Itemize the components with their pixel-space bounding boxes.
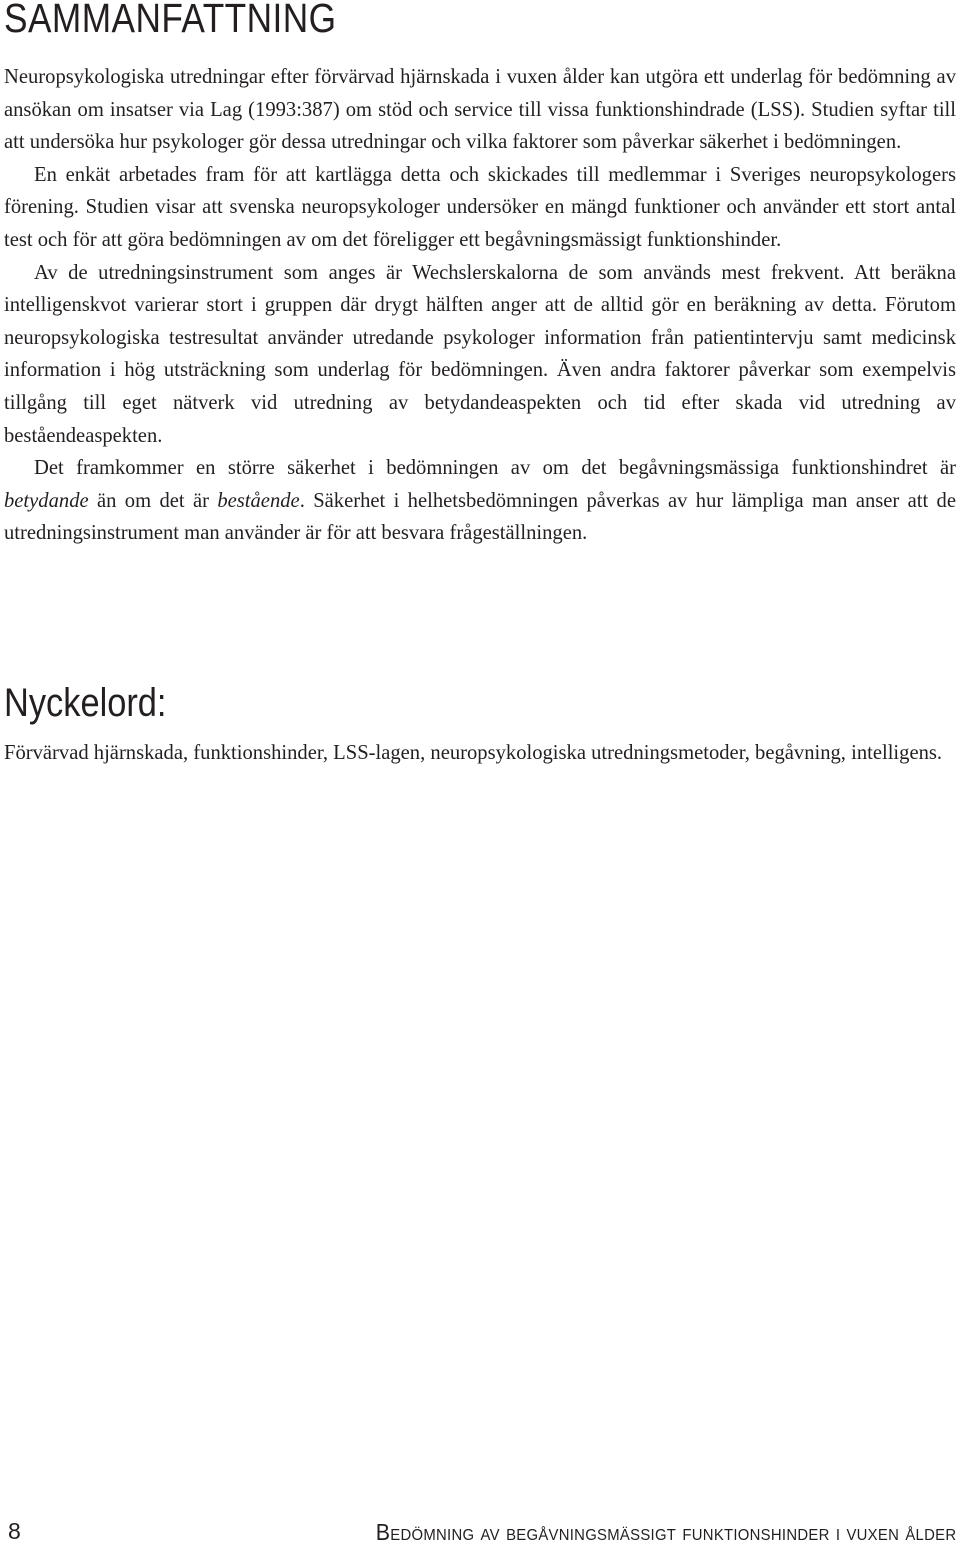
italic-term-betydande: betydande <box>4 489 89 512</box>
summary-paragraph-3 <box>4 257 956 453</box>
running-footer-title: Bedömning av begåvningsmässigt funktionshinder i vuxen ålder <box>375 1519 956 1545</box>
paragraph-text: än om det är <box>88 489 218 512</box>
keywords-list: Förvärvad hjärnskada, funktionshinder, LSS-lagen, neuropsykologiska utredningsmetoder, begåvning, intelligens. <box>4 742 943 764</box>
paragraph-text: Det framkommer en större säkerhet i bedömningen av om det begåvningsmässiga funktionshindret är <box>34 457 956 480</box>
section-heading-summary: SAMMANFATTNING <box>4 0 337 41</box>
keywords-heading: Nyckelord: <box>4 681 167 725</box>
paragraph-text: En enkät arbetades fram för att kartlägga detta och skickades till medlemmar i Sveriges neuropsykologers förening. Studien visar att svenska neuropsykologer undersöker en mängd funktioner och använder ett stort antal test och för att göra bedömningen av om det föreligger ett begåvningsmässigt funktionshinder. <box>4 163 956 251</box>
paragraph-text: . Säkerhet i helhetsbedömningen påverkas av hur lämpliga man anser att de utredningsinstrument man använder är för att besvara frågeställningen. <box>4 489 956 545</box>
page-number: 8 <box>8 1518 21 1544</box>
summary-body <box>4 61 956 550</box>
summary-paragraph-1 <box>4 61 956 159</box>
italic-term-bestaende: bestående <box>217 489 300 512</box>
summary-paragraph-4 <box>4 452 956 550</box>
paragraph-text: Neuropsykologiska utredningar efter förvärvad hjärnskada i vuxen ålder kan utgöra ett underlag för bedömning av ansökan om insatser via Lag (1993:387) om stöd och service till vissa funktionshindrade (LSS). Studien syftar till att undersöka hur psykologer gör dessa utredningar och vilka faktorer som påverkar säkerhet i bedömningen. <box>4 66 956 154</box>
paragraph-text: Av de utredningsinstrument som anges är Wechslerskalorna de som används mest frekvent. Att beräkna intelligenskvot varierar stort i gruppen där drygt hälften anger att de alltid gör en beräkning av detta. Förutom neuropsykologiska testresultat använder utredande psykologer information från patientintervju samt medicinsk information i hög utsträckning som underlag för bedömningen. Även andra faktorer påverkar som exempelvis tillgång till eget nätverk vid utredning av betydandeaspekten och tid efter skada vid utredning av beståendeaspekten. <box>4 261 956 447</box>
summary-paragraph-2 <box>4 159 956 257</box>
